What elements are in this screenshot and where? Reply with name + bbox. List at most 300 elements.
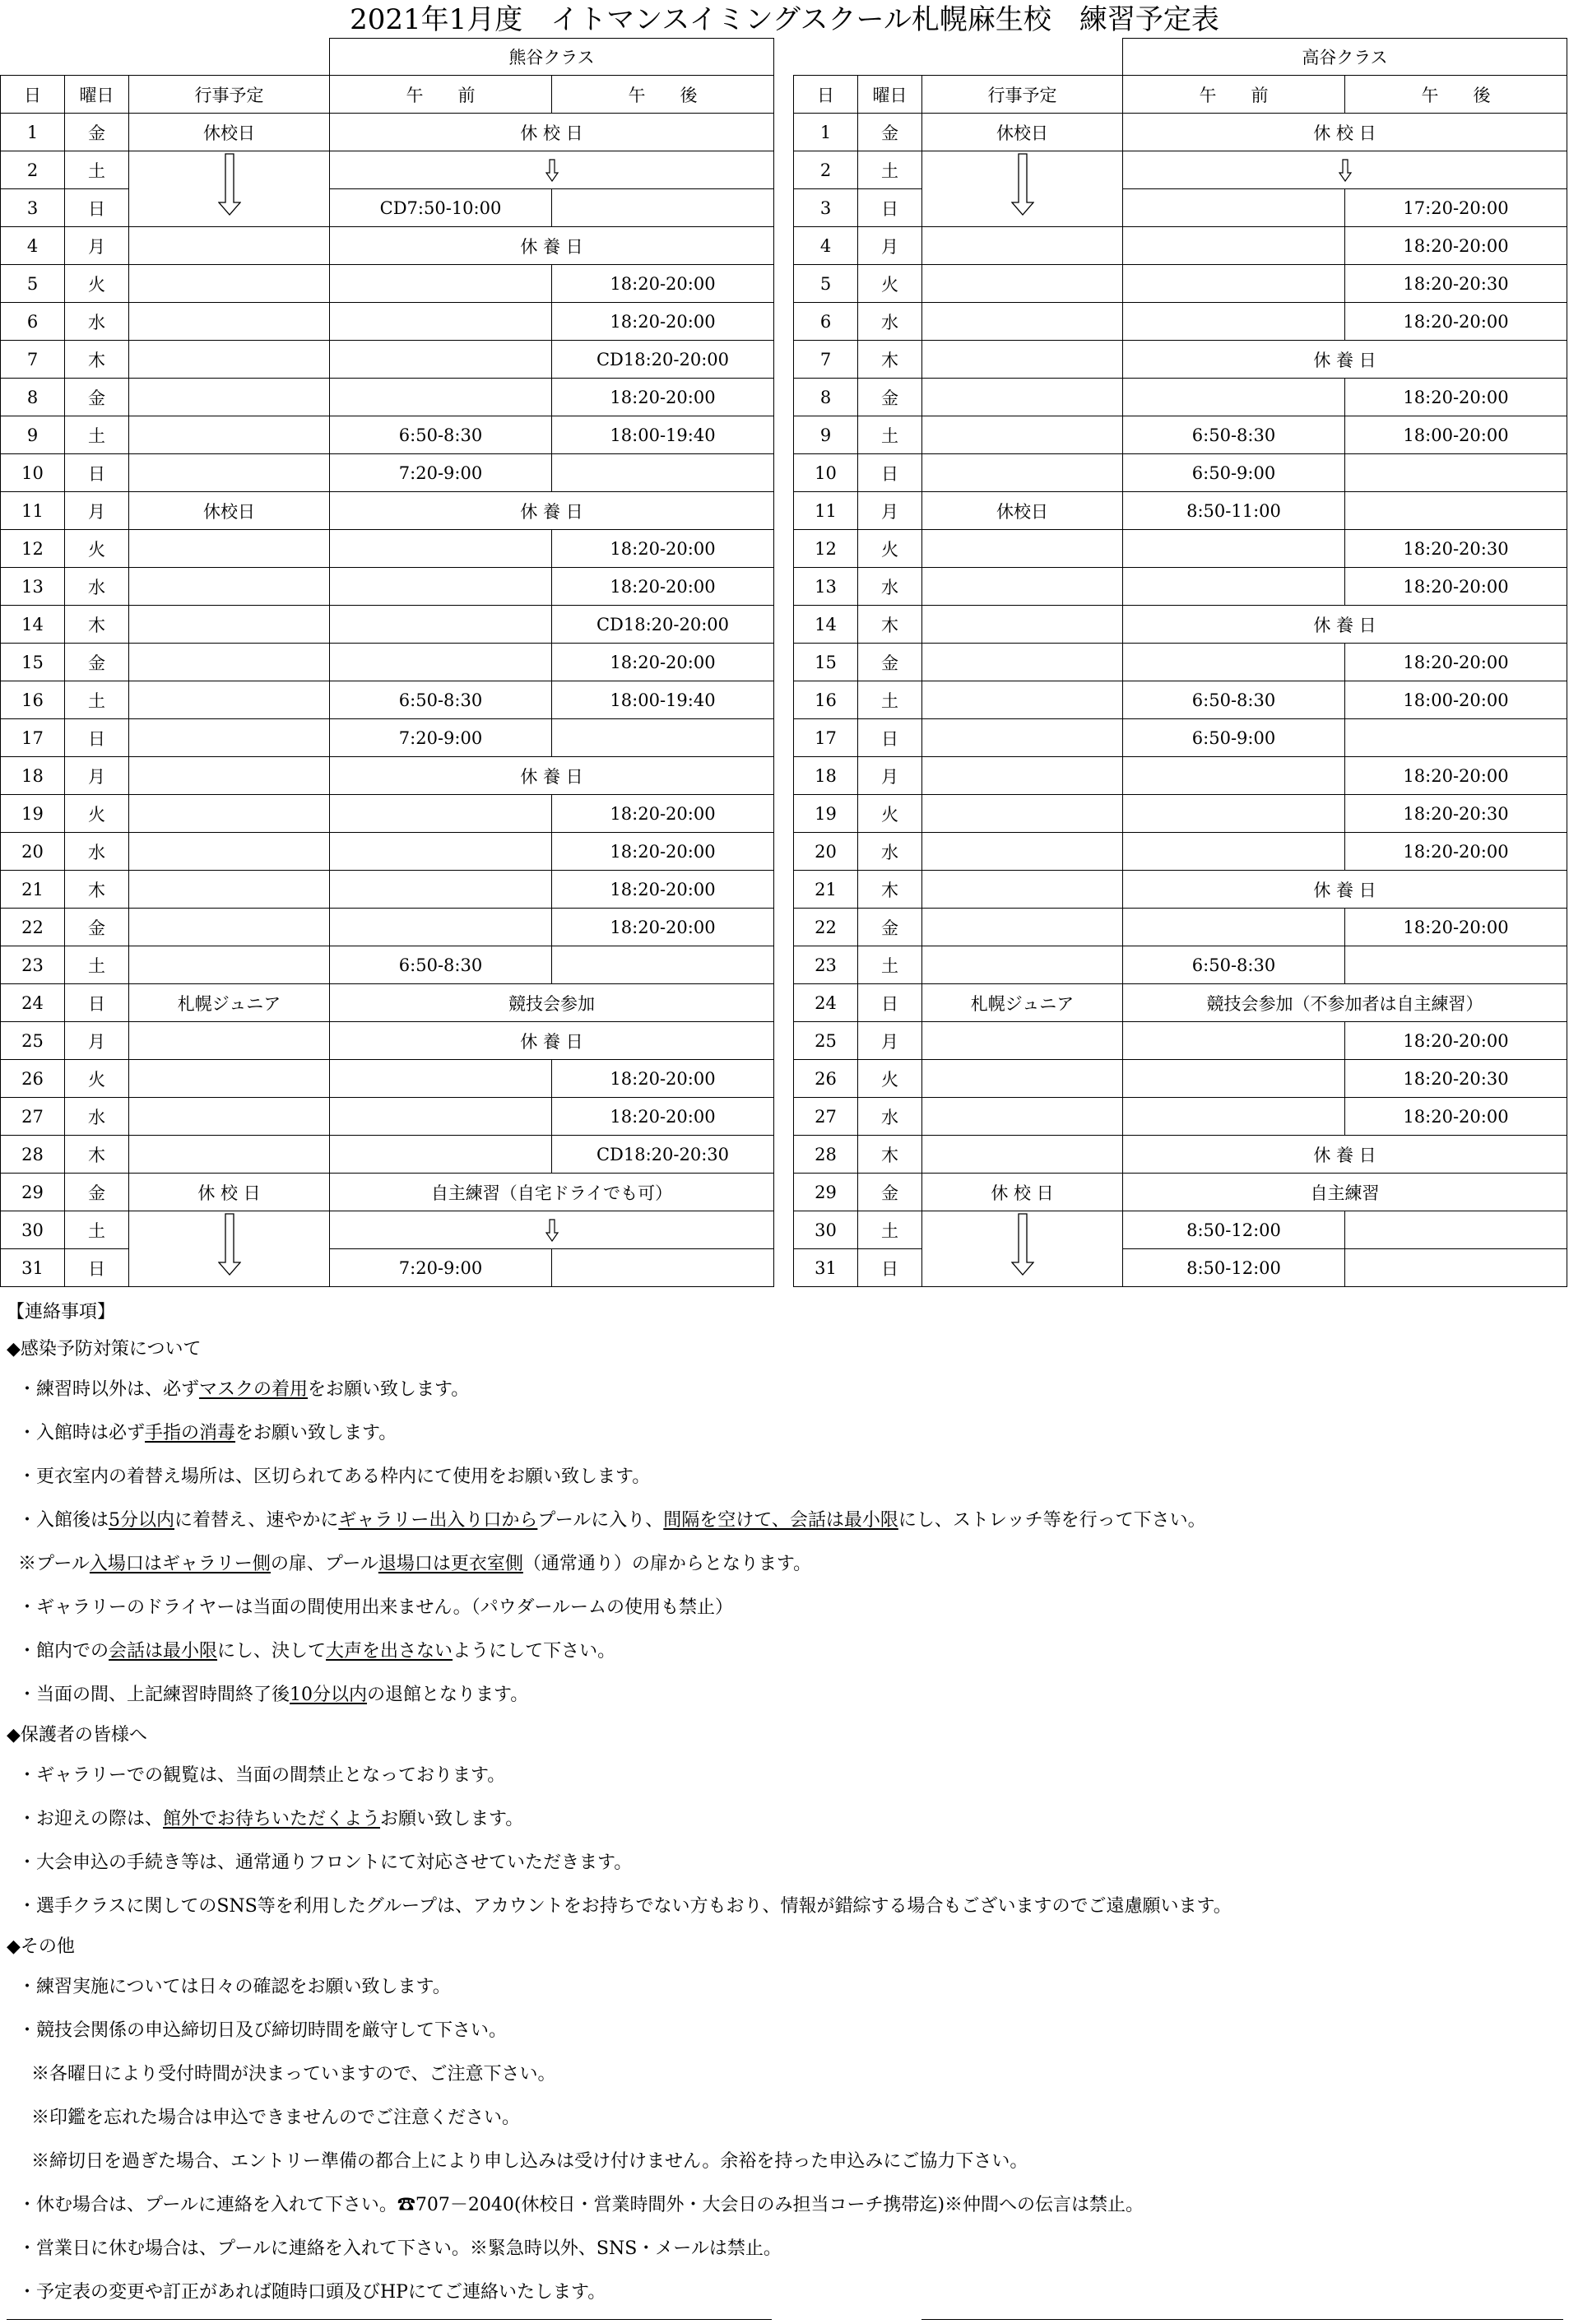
merged-schedule-cell: 休 養 日 bbox=[1123, 341, 1567, 379]
table-row bbox=[794, 189, 1567, 227]
note-text: ◆その他 bbox=[7, 1936, 75, 1957]
day-cell: 4 bbox=[1, 227, 65, 265]
pm-cell: 18:20-20:00 bbox=[552, 909, 774, 946]
pm-cell: 18:20-20:00 bbox=[1345, 909, 1567, 946]
event-cell bbox=[129, 833, 330, 871]
day-cell: 25 bbox=[1, 1022, 65, 1060]
merged-schedule-cell: 自主練習（自宅ドライでも可） bbox=[330, 1174, 774, 1211]
note-line bbox=[7, 1368, 1562, 1411]
note-line bbox=[7, 1965, 1562, 2009]
merged-arrow-cell bbox=[330, 1211, 774, 1249]
pm-cell: 18:20-20:30 bbox=[1345, 795, 1567, 833]
note-line bbox=[7, 1455, 1562, 1499]
pm-cell: 18:20-20:00 bbox=[552, 265, 774, 303]
day-cell: 18 bbox=[1, 757, 65, 795]
event-cell bbox=[922, 909, 1123, 946]
pm-cell: 17:20-20:00 bbox=[1345, 189, 1567, 227]
weekday-cell: 水 bbox=[858, 1098, 922, 1136]
note-emphasis: 会話は最小限 bbox=[109, 1641, 218, 1662]
am-cell: 6:50-8:30 bbox=[1123, 946, 1345, 984]
note-line bbox=[7, 2183, 1562, 2227]
note-line bbox=[7, 2052, 1562, 2096]
event-cell bbox=[922, 379, 1123, 416]
note-text: に着替え、速やかに bbox=[174, 1510, 339, 1531]
event-cell bbox=[129, 227, 330, 265]
day-cell: 28 bbox=[794, 1136, 858, 1174]
weekday-cell: 水 bbox=[65, 568, 129, 606]
day-cell: 1 bbox=[794, 114, 858, 151]
event-cell bbox=[922, 871, 1123, 909]
day-cell: 12 bbox=[1, 530, 65, 568]
event-cell bbox=[922, 568, 1123, 606]
note-text: 【連絡事項】 bbox=[7, 1302, 116, 1322]
am-cell bbox=[1123, 795, 1345, 833]
table-row bbox=[794, 1211, 1567, 1249]
table-row bbox=[794, 644, 1567, 681]
day-cell: 20 bbox=[1, 833, 65, 871]
weekday-cell: 水 bbox=[858, 833, 922, 871]
day-cell: 30 bbox=[794, 1211, 858, 1249]
table-row bbox=[794, 151, 1567, 189]
pm-cell: 18:00-20:00 bbox=[1345, 681, 1567, 719]
day-cell: 22 bbox=[794, 909, 858, 946]
table-row bbox=[794, 1174, 1567, 1211]
pm-cell: 18:20-20:00 bbox=[552, 795, 774, 833]
day-cell: 10 bbox=[1, 454, 65, 492]
merged-schedule-cell: 休 養 日 bbox=[330, 492, 774, 530]
weekday-cell: 火 bbox=[65, 1060, 129, 1098]
day-cell: 23 bbox=[1, 946, 65, 984]
event-cell bbox=[129, 265, 330, 303]
pm-cell bbox=[1345, 1211, 1567, 1249]
note-emphasis: 間隔を空けて、会話は最小限 bbox=[663, 1510, 898, 1531]
event-cell: 休校日 bbox=[129, 114, 330, 151]
merged-arrow-cell bbox=[330, 151, 774, 189]
pm-cell: 18:20-20:00 bbox=[1345, 379, 1567, 416]
table-row bbox=[1, 795, 774, 833]
note-line bbox=[7, 1331, 1562, 1368]
weekday-cell: 日 bbox=[858, 719, 922, 757]
note-text: ・選手クラスに関してのSNS等を利用したグループは、アカウントをお持ちでない方もおり、情報が錯綜する場合もございますのでご遠慮願います。 bbox=[18, 1896, 1232, 1917]
weekday-cell: 月 bbox=[858, 1022, 922, 1060]
pm-cell bbox=[1345, 946, 1567, 984]
weekday-cell: 金 bbox=[858, 114, 922, 151]
pm-cell: 18:20-20:00 bbox=[552, 833, 774, 871]
pm-cell bbox=[552, 189, 774, 227]
am-cell bbox=[1123, 1022, 1345, 1060]
event-cell bbox=[922, 1022, 1123, 1060]
am-cell: 6:50-8:30 bbox=[1123, 681, 1345, 719]
am-cell bbox=[1123, 757, 1345, 795]
am-cell: 8:50-12:00 bbox=[1123, 1249, 1345, 1287]
table-row bbox=[1, 341, 774, 379]
am-cell bbox=[330, 644, 552, 681]
table-row bbox=[794, 1136, 1567, 1174]
am-cell bbox=[330, 530, 552, 568]
pm-cell bbox=[1345, 1249, 1567, 1287]
note-emphasis: 大声を出さない bbox=[326, 1641, 453, 1662]
merged-schedule-cell: 休 養 日 bbox=[1123, 606, 1567, 644]
am-cell bbox=[1123, 909, 1345, 946]
note-text: お願い致します。 bbox=[380, 1809, 524, 1829]
day-cell: 29 bbox=[1, 1174, 65, 1211]
weekday-cell: 金 bbox=[65, 1174, 129, 1211]
weekday-cell: 日 bbox=[65, 1249, 129, 1287]
table-row bbox=[794, 416, 1567, 454]
weekday-cell: 木 bbox=[858, 1136, 922, 1174]
weekday-cell: 火 bbox=[65, 265, 129, 303]
am-cell bbox=[1123, 530, 1345, 568]
event-cell bbox=[922, 454, 1123, 492]
weekday-cell: 日 bbox=[65, 454, 129, 492]
table-row bbox=[794, 719, 1567, 757]
pm-cell bbox=[1345, 492, 1567, 530]
table-row bbox=[794, 114, 1567, 151]
header-am: 午 前 bbox=[1123, 76, 1345, 114]
note-line bbox=[7, 2227, 1562, 2271]
note-emphasis: 手指の消毒 bbox=[145, 1423, 236, 1443]
note-text: にし、決して bbox=[217, 1641, 327, 1662]
merged-schedule-cell: 休 養 日 bbox=[1123, 1136, 1567, 1174]
weekday-cell: 月 bbox=[65, 492, 129, 530]
am-cell bbox=[330, 1136, 552, 1174]
note-line bbox=[7, 1717, 1562, 1754]
note-text: ・館内での bbox=[18, 1641, 109, 1662]
note-text: にし、ストレッチ等を行って下さい。 bbox=[898, 1510, 1206, 1531]
day-cell: 8 bbox=[1, 379, 65, 416]
day-cell: 1 bbox=[1, 114, 65, 151]
table-row bbox=[1, 151, 774, 189]
event-cell: 休 校 日 bbox=[129, 1174, 330, 1211]
pm-cell: 18:00-19:40 bbox=[552, 681, 774, 719]
class-name-row bbox=[1, 39, 774, 76]
table-row bbox=[1, 606, 774, 644]
am-cell bbox=[1123, 303, 1345, 341]
pm-cell bbox=[552, 454, 774, 492]
pm-cell: 18:20-20:00 bbox=[1345, 227, 1567, 265]
note-line bbox=[7, 1542, 1562, 1586]
pm-cell: 18:20-20:00 bbox=[1345, 1098, 1567, 1136]
pm-cell bbox=[552, 1249, 774, 1287]
day-cell: 15 bbox=[794, 644, 858, 681]
day-cell: 28 bbox=[1, 1136, 65, 1174]
table-row bbox=[794, 606, 1567, 644]
table-row bbox=[794, 795, 1567, 833]
weekday-cell: 水 bbox=[858, 303, 922, 341]
header-am: 午 前 bbox=[330, 76, 552, 114]
weekday-cell: 木 bbox=[858, 871, 922, 909]
event-cell bbox=[129, 795, 330, 833]
weekday-cell: 日 bbox=[858, 1249, 922, 1287]
weekday-cell: 火 bbox=[858, 795, 922, 833]
note-emphasis: マスクの着用 bbox=[199, 1379, 309, 1400]
event-cell bbox=[922, 606, 1123, 644]
table-row bbox=[794, 265, 1567, 303]
down-arrow-icon bbox=[218, 1213, 241, 1276]
event-cell bbox=[129, 303, 330, 341]
weekday-cell: 土 bbox=[858, 151, 922, 189]
day-cell: 19 bbox=[794, 795, 858, 833]
weekday-cell: 日 bbox=[858, 984, 922, 1022]
weekday-cell: 日 bbox=[858, 454, 922, 492]
pm-cell: 18:20-20:00 bbox=[552, 644, 774, 681]
table-row bbox=[1, 871, 774, 909]
am-cell bbox=[330, 568, 552, 606]
pm-cell: CD18:20-20:00 bbox=[552, 606, 774, 644]
weekday-cell: 火 bbox=[65, 795, 129, 833]
event-cell bbox=[922, 265, 1123, 303]
weekday-cell: 火 bbox=[858, 1060, 922, 1098]
table-row bbox=[794, 984, 1567, 1022]
weekday-cell: 土 bbox=[65, 1211, 129, 1249]
header-day: 日 bbox=[794, 76, 858, 114]
note-text: ・大会申込の手続き等は、通常通りフロントにて対応させていただきます。 bbox=[18, 1852, 633, 1873]
note-text: の退館となります。 bbox=[367, 1685, 529, 1705]
day-cell: 6 bbox=[1, 303, 65, 341]
event-cell bbox=[129, 1060, 330, 1098]
pm-cell: 18:20-20:30 bbox=[1345, 530, 1567, 568]
event-cell: 札幌ジュニア bbox=[129, 984, 330, 1022]
header-weekday: 曜日 bbox=[65, 76, 129, 114]
weekday-cell: 木 bbox=[65, 1136, 129, 1174]
note-text: プールに入り、 bbox=[537, 1510, 664, 1531]
am-cell: 7:20-9:00 bbox=[330, 1249, 552, 1287]
weekday-cell: 土 bbox=[858, 681, 922, 719]
day-cell: 6 bbox=[794, 303, 858, 341]
event-cell bbox=[129, 1022, 330, 1060]
am-cell bbox=[330, 1060, 552, 1098]
am-cell bbox=[1123, 833, 1345, 871]
event-cell bbox=[129, 151, 330, 189]
day-cell: 31 bbox=[794, 1249, 858, 1287]
am-cell: 7:20-9:00 bbox=[330, 454, 552, 492]
event-cell bbox=[129, 1098, 330, 1136]
am-cell: 6:50-8:30 bbox=[330, 416, 552, 454]
day-cell: 13 bbox=[1, 568, 65, 606]
table-row bbox=[1, 227, 774, 265]
event-cell bbox=[129, 379, 330, 416]
event-cell bbox=[129, 416, 330, 454]
day-cell: 12 bbox=[794, 530, 858, 568]
day-cell: 9 bbox=[1, 416, 65, 454]
am-cell bbox=[330, 379, 552, 416]
weekday-cell: 月 bbox=[858, 227, 922, 265]
table-row bbox=[794, 681, 1567, 719]
am-cell bbox=[1123, 644, 1345, 681]
event-cell: 札幌ジュニア bbox=[922, 984, 1123, 1022]
notes-section bbox=[7, 1294, 1562, 2314]
header-event: 行事予定 bbox=[922, 76, 1123, 114]
weekday-cell: 月 bbox=[65, 757, 129, 795]
down-arrow-icon bbox=[545, 1219, 559, 1242]
table-row bbox=[1, 1249, 774, 1287]
event-cell bbox=[922, 833, 1123, 871]
table-row bbox=[794, 833, 1567, 871]
table-row bbox=[1, 946, 774, 984]
note-line bbox=[7, 1841, 1562, 1885]
weekday-cell: 金 bbox=[858, 644, 922, 681]
note-emphasis: ギャラリー出入り口から bbox=[338, 1510, 538, 1531]
pm-cell bbox=[1345, 719, 1567, 757]
am-cell bbox=[330, 265, 552, 303]
note-emphasis: 5分以内 bbox=[109, 1510, 175, 1531]
weekday-cell: 木 bbox=[65, 871, 129, 909]
table-row bbox=[1, 1060, 774, 1098]
day-cell: 11 bbox=[794, 492, 858, 530]
table-row bbox=[794, 227, 1567, 265]
pm-cell: 18:20-20:00 bbox=[1345, 833, 1567, 871]
table-row bbox=[1, 644, 774, 681]
am-cell: 8:50-11:00 bbox=[1123, 492, 1345, 530]
am-cell bbox=[330, 795, 552, 833]
day-cell: 30 bbox=[1, 1211, 65, 1249]
day-cell: 26 bbox=[1, 1060, 65, 1098]
note-line bbox=[7, 1928, 1562, 1965]
note-text: ・ギャラリーのドライヤーは当面の間使用出来ません。（パウダールームの使用も禁止） bbox=[18, 1597, 734, 1618]
weekday-cell: 金 bbox=[65, 644, 129, 681]
weekday-cell: 土 bbox=[65, 946, 129, 984]
table-row bbox=[794, 379, 1567, 416]
note-text: ・ギャラリーでの観覧は、当面の間禁止となっております。 bbox=[18, 1765, 506, 1786]
weekday-cell: 水 bbox=[65, 1098, 129, 1136]
day-cell: 22 bbox=[1, 909, 65, 946]
note-line bbox=[7, 2096, 1562, 2140]
table-row bbox=[1, 492, 774, 530]
event-cell bbox=[922, 227, 1123, 265]
day-cell: 7 bbox=[794, 341, 858, 379]
table-row bbox=[794, 530, 1567, 568]
day-cell: 10 bbox=[794, 454, 858, 492]
event-cell bbox=[922, 757, 1123, 795]
day-cell: 29 bbox=[794, 1174, 858, 1211]
down-arrow-icon bbox=[1011, 153, 1034, 216]
day-cell: 2 bbox=[1, 151, 65, 189]
pm-cell: 18:20-20:00 bbox=[552, 379, 774, 416]
weekday-cell: 金 bbox=[65, 379, 129, 416]
event-cell bbox=[129, 757, 330, 795]
merged-schedule-cell: 休 校 日 bbox=[1123, 114, 1567, 151]
table-row bbox=[1, 568, 774, 606]
note-text: ※プール bbox=[18, 1554, 90, 1574]
pm-cell: 18:20-20:00 bbox=[1345, 1022, 1567, 1060]
note-text: ※締切日を過ぎた場合、エントリー準備の都合上により申し込みは受け付けません。余裕を持った申込みにご協力下さい。 bbox=[31, 2151, 1028, 2172]
event-cell bbox=[922, 946, 1123, 984]
note-text: ・練習実施については日々の確認をお願い致します。 bbox=[18, 1977, 451, 1997]
am-cell bbox=[1123, 1098, 1345, 1136]
day-cell: 5 bbox=[1, 265, 65, 303]
merged-schedule-cell: 休 養 日 bbox=[330, 227, 774, 265]
pm-cell bbox=[552, 719, 774, 757]
pm-cell: 18:20-20:00 bbox=[1345, 568, 1567, 606]
note-text: ※各曜日により受付時間が決まっていますので、ご注意下さい。 bbox=[31, 2064, 556, 2085]
day-cell: 24 bbox=[1, 984, 65, 1022]
day-cell: 13 bbox=[794, 568, 858, 606]
note-text: （通常通り）の扉からとなります。 bbox=[522, 1554, 812, 1574]
table-row bbox=[1, 909, 774, 946]
day-cell: 16 bbox=[794, 681, 858, 719]
event-cell bbox=[129, 568, 330, 606]
day-cell: 8 bbox=[794, 379, 858, 416]
table-row bbox=[794, 341, 1567, 379]
note-emphasis: 入場口はギャラリー側 bbox=[89, 1554, 271, 1574]
event-cell bbox=[922, 1060, 1123, 1098]
note-line bbox=[7, 2140, 1562, 2183]
pm-cell: 18:20-20:00 bbox=[552, 1060, 774, 1098]
footer-rule bbox=[7, 2319, 772, 2320]
am-cell: 8:50-12:00 bbox=[1123, 1211, 1345, 1249]
table-row bbox=[1, 681, 774, 719]
event-cell: 休校日 bbox=[922, 114, 1123, 151]
pm-cell: CD18:20-20:30 bbox=[552, 1136, 774, 1174]
event-cell bbox=[922, 341, 1123, 379]
table-row bbox=[1, 265, 774, 303]
weekday-cell: 金 bbox=[65, 114, 129, 151]
note-text: ◆保護者の皆様へ bbox=[7, 1725, 147, 1745]
am-cell: 6:50-9:00 bbox=[1123, 454, 1345, 492]
note-emphasis: 10分以内 bbox=[290, 1685, 368, 1705]
event-cell: 休 校 日 bbox=[922, 1174, 1123, 1211]
weekday-cell: 月 bbox=[65, 227, 129, 265]
pm-cell: 18:20-20:00 bbox=[1345, 303, 1567, 341]
merged-arrow-cell bbox=[1123, 151, 1567, 189]
day-cell: 14 bbox=[1, 606, 65, 644]
table-row bbox=[1, 833, 774, 871]
day-cell: 20 bbox=[794, 833, 858, 871]
table-row bbox=[794, 303, 1567, 341]
header-day: 日 bbox=[1, 76, 65, 114]
weekday-cell: 金 bbox=[65, 909, 129, 946]
day-cell: 16 bbox=[1, 681, 65, 719]
weekday-cell: 土 bbox=[858, 1211, 922, 1249]
blank-cell bbox=[794, 39, 1123, 76]
weekday-cell: 日 bbox=[65, 984, 129, 1022]
day-cell: 3 bbox=[794, 189, 858, 227]
pm-cell: 18:00-20:00 bbox=[1345, 416, 1567, 454]
note-text: ・競技会関係の申込締切日及び締切時間を厳守して下さい。 bbox=[18, 2020, 508, 2041]
weekday-cell: 土 bbox=[65, 681, 129, 719]
day-cell: 26 bbox=[794, 1060, 858, 1098]
weekday-cell: 日 bbox=[858, 189, 922, 227]
event-cell bbox=[129, 1136, 330, 1174]
table-row bbox=[1, 114, 774, 151]
page-title: 2021年1月度 イトマンスイミングスクール札幌麻生校 練習予定表 bbox=[350, 3, 1219, 36]
event-cell bbox=[922, 681, 1123, 719]
weekday-cell: 水 bbox=[65, 303, 129, 341]
note-line bbox=[7, 2271, 1562, 2314]
table-row bbox=[794, 1249, 1567, 1287]
note-text: をお願い致します。 bbox=[235, 1423, 397, 1443]
day-cell: 23 bbox=[794, 946, 858, 984]
merged-schedule-cell: 休 養 日 bbox=[330, 757, 774, 795]
header-row bbox=[1, 76, 774, 114]
pm-cell: 18:20-20:00 bbox=[552, 530, 774, 568]
pm-cell: 18:20-20:00 bbox=[552, 568, 774, 606]
event-cell bbox=[129, 454, 330, 492]
table-row bbox=[794, 1022, 1567, 1060]
am-cell: 7:20-9:00 bbox=[330, 719, 552, 757]
weekday-cell: 日 bbox=[65, 719, 129, 757]
pm-cell bbox=[1345, 454, 1567, 492]
note-text: ◆感染予防対策について bbox=[7, 1339, 202, 1360]
event-cell bbox=[922, 1136, 1123, 1174]
table-row bbox=[1, 379, 774, 416]
merged-schedule-cell: 競技会参加 bbox=[330, 984, 774, 1022]
weekday-cell: 日 bbox=[65, 189, 129, 227]
event-cell bbox=[129, 909, 330, 946]
table-row bbox=[1, 1136, 774, 1174]
weekday-cell: 土 bbox=[858, 416, 922, 454]
pm-cell: 18:20-20:00 bbox=[552, 303, 774, 341]
